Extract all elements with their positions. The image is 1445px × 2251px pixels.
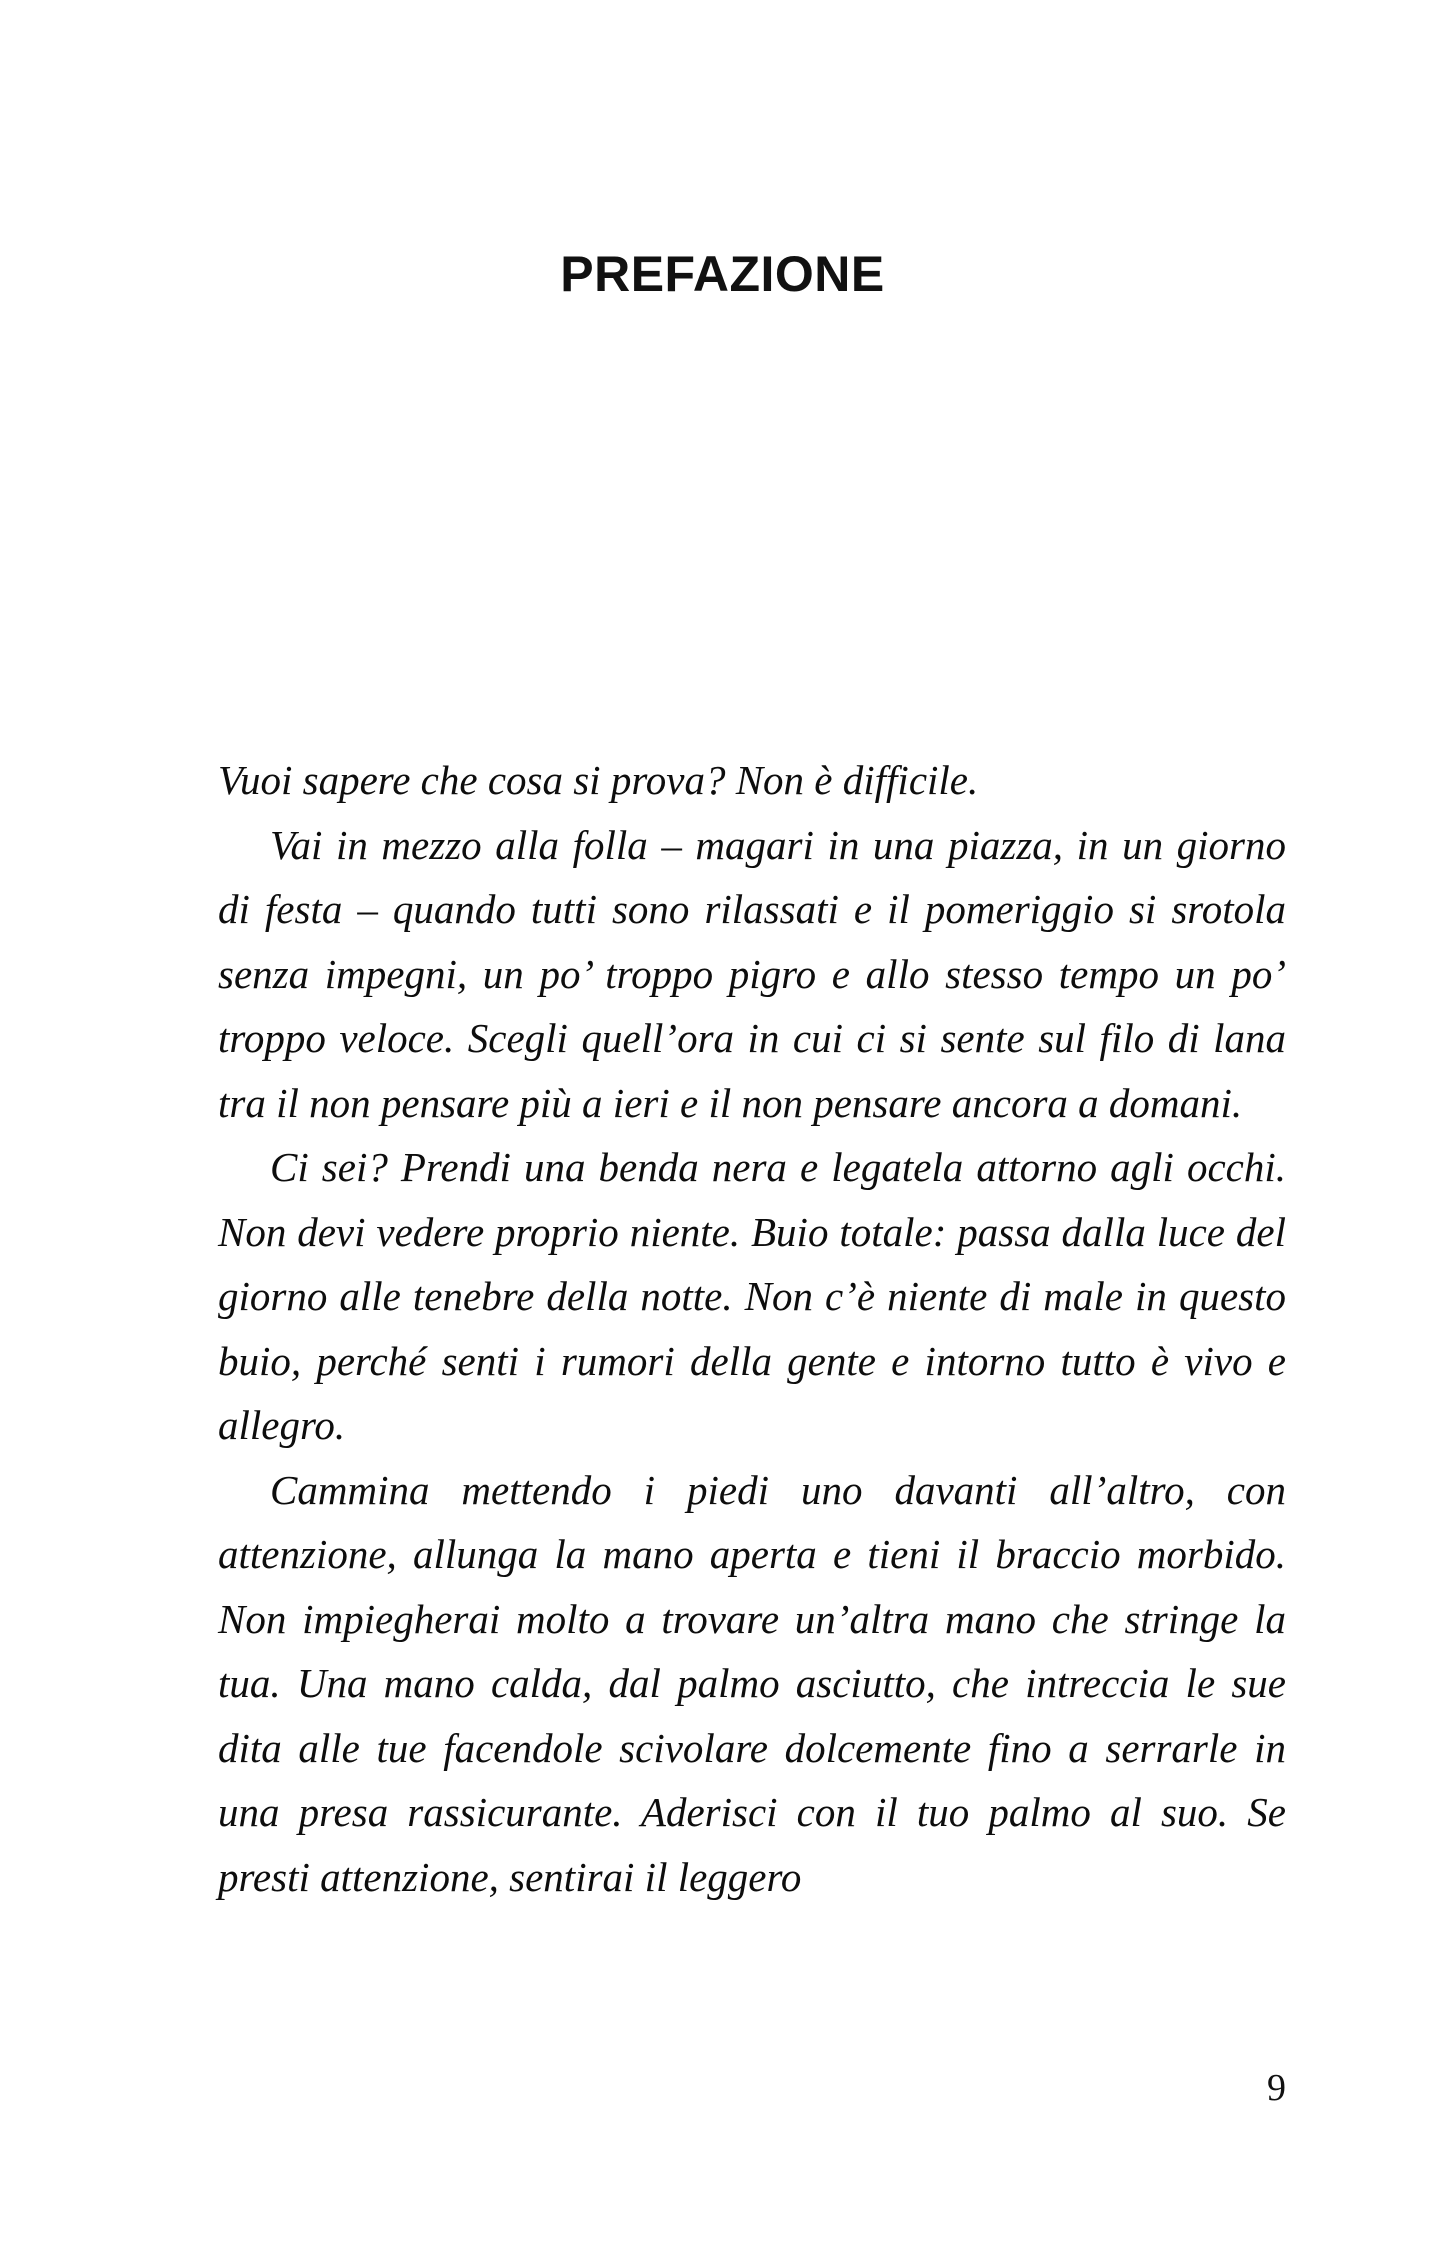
paragraph-2: Vai in mezzo alla folla – magari in una piazza, in un giorno di festa – quando tutti sono rilassati e il pomeriggio si srotola senza impegni, un po’ troppo pigro e allo stesso tempo un po’ troppo veloce. Scegli quell’ora in cui ci si sente sul filo di lana tra il non pensare più a ieri e il non pensare ancora a domani.: [218, 821, 1286, 1126]
paragraph-1: Vuoi sapere che cosa si prova? Non è difficile.: [218, 757, 979, 803]
body-text-block: [218, 748, 1286, 1909]
page-number: 9: [1267, 2067, 1286, 2109]
paragraph-3: Ci sei? Prendi una benda nera e legatela attorno agli occhi. Non devi vedere proprio niente. Buio totale: passa dalla luce del giorno alle tenebre della notte. Non c’è niente di male in questo buio, perché senti i rumori della gente e intorno tutto è vivo e allegro.: [218, 1144, 1286, 1448]
paragraph-4: Cammina mettendo i piedi uno davanti all’altro, con attenzione, allunga la mano aperta e tieni il braccio morbido. Non impiegherai molto a trovare un’altra mano che stringe la tua. Una mano calda, dal palmo asciutto, che intreccia le sue dita alle tue facendole scivolare dolcemente fino a serrarle in una presa rassicurante. Aderisci con il tuo palmo al suo. Se presti attenzione, sentirai il leggero: [218, 1466, 1286, 1900]
page-title: PREFAZIONE: [560, 246, 885, 302]
